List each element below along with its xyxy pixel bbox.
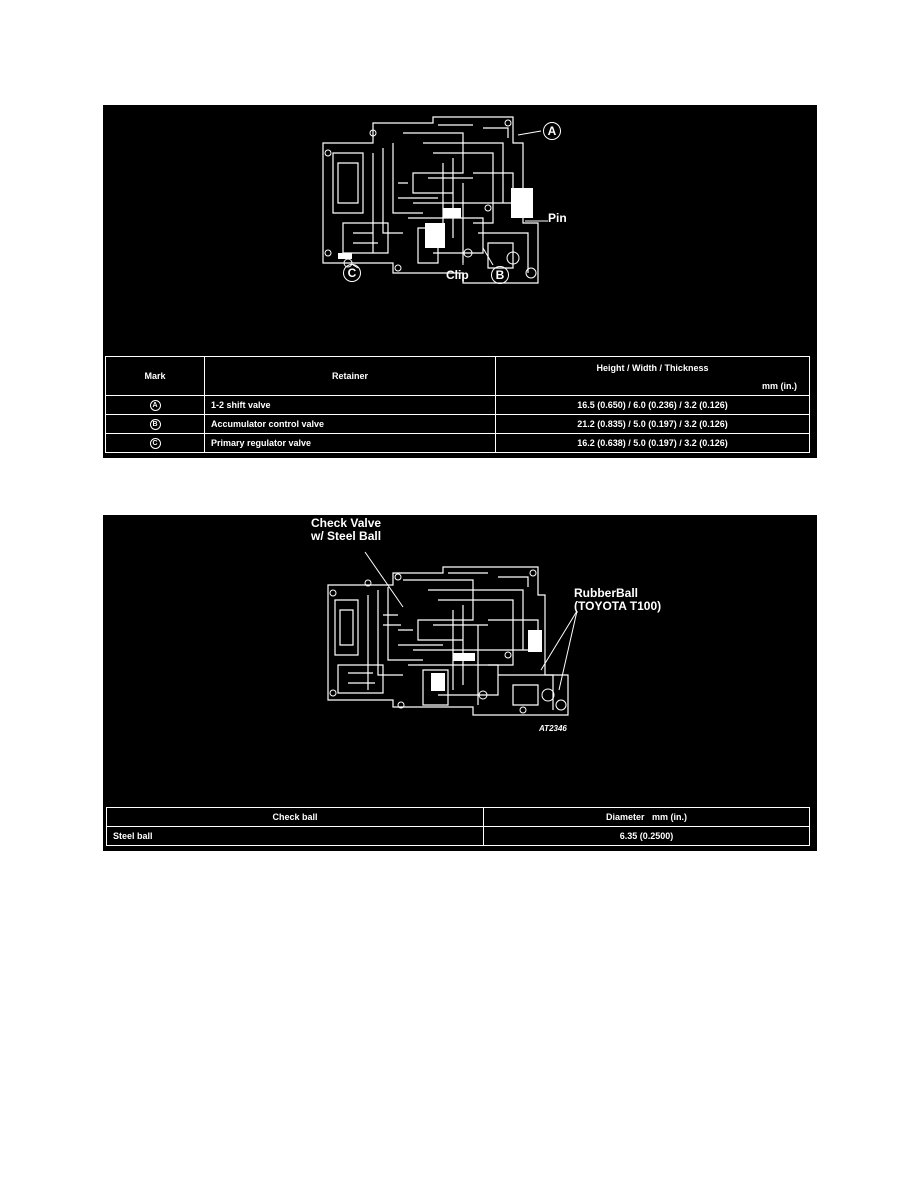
header-check-ball: Check ball: [107, 808, 484, 827]
callout-clip: Clip: [446, 268, 469, 282]
header-retainer: Retainer: [205, 357, 496, 396]
header-mark: Mark: [106, 357, 205, 396]
callout-check-valve: [311, 517, 381, 543]
callout-mark-b: B: [491, 266, 509, 284]
figure-code: AT2346: [539, 724, 567, 733]
callout-rubber-ball-line2: (TOYOTA T100): [574, 599, 662, 613]
row-mark: [106, 396, 205, 415]
callout-check-valve-line1: Check Valve: [311, 516, 382, 530]
row-retainer: Accumulator control valve: [205, 415, 496, 434]
header-dimensions: [496, 357, 810, 396]
mark-symbol: C: [150, 438, 161, 449]
header-diameter: Diameter mm (in.): [484, 808, 810, 827]
row-mark: [106, 434, 205, 453]
header-dims-label: Height / Width / Thickness: [596, 363, 709, 373]
valve-body-retainer-panel: [103, 105, 817, 458]
retainer-spec-table: [105, 356, 810, 453]
callout-pin: Pin: [548, 211, 567, 225]
header-unit: mm (in.): [762, 381, 797, 391]
callout-mark-a: A: [543, 122, 561, 140]
check-ball-spec-table: [106, 807, 810, 846]
row-dims: 16.2 (0.638) / 5.0 (0.197) / 3.2 (0.126): [496, 434, 810, 453]
row-diameter: 6.35 (0.2500): [484, 827, 810, 846]
table-row: [107, 827, 810, 846]
mark-symbol: A: [150, 400, 161, 411]
row-mark: [106, 415, 205, 434]
row-check-ball: Steel ball: [107, 827, 484, 846]
table-header-row: [107, 808, 810, 827]
mark-symbol: B: [150, 419, 161, 430]
row-retainer: Primary regulator valve: [205, 434, 496, 453]
callout-mark-c: C: [343, 264, 361, 282]
callout-rubber-ball-line1: RubberBall: [574, 586, 639, 600]
table-row: [106, 396, 810, 415]
check-ball-panel: [103, 515, 817, 851]
table-header-row: [106, 357, 810, 396]
row-dims: 21.2 (0.835) / 5.0 (0.197) / 3.2 (0.126): [496, 415, 810, 434]
callout-rubber-ball: [574, 587, 661, 613]
callout-leaders-lower: [103, 515, 817, 851]
row-retainer: 1-2 shift valve: [205, 396, 496, 415]
table-row: [106, 415, 810, 434]
callout-check-valve-line2: w/ Steel Ball: [311, 529, 382, 543]
row-dims: 16.5 (0.650) / 6.0 (0.236) / 3.2 (0.126): [496, 396, 810, 415]
table-row: [106, 434, 810, 453]
